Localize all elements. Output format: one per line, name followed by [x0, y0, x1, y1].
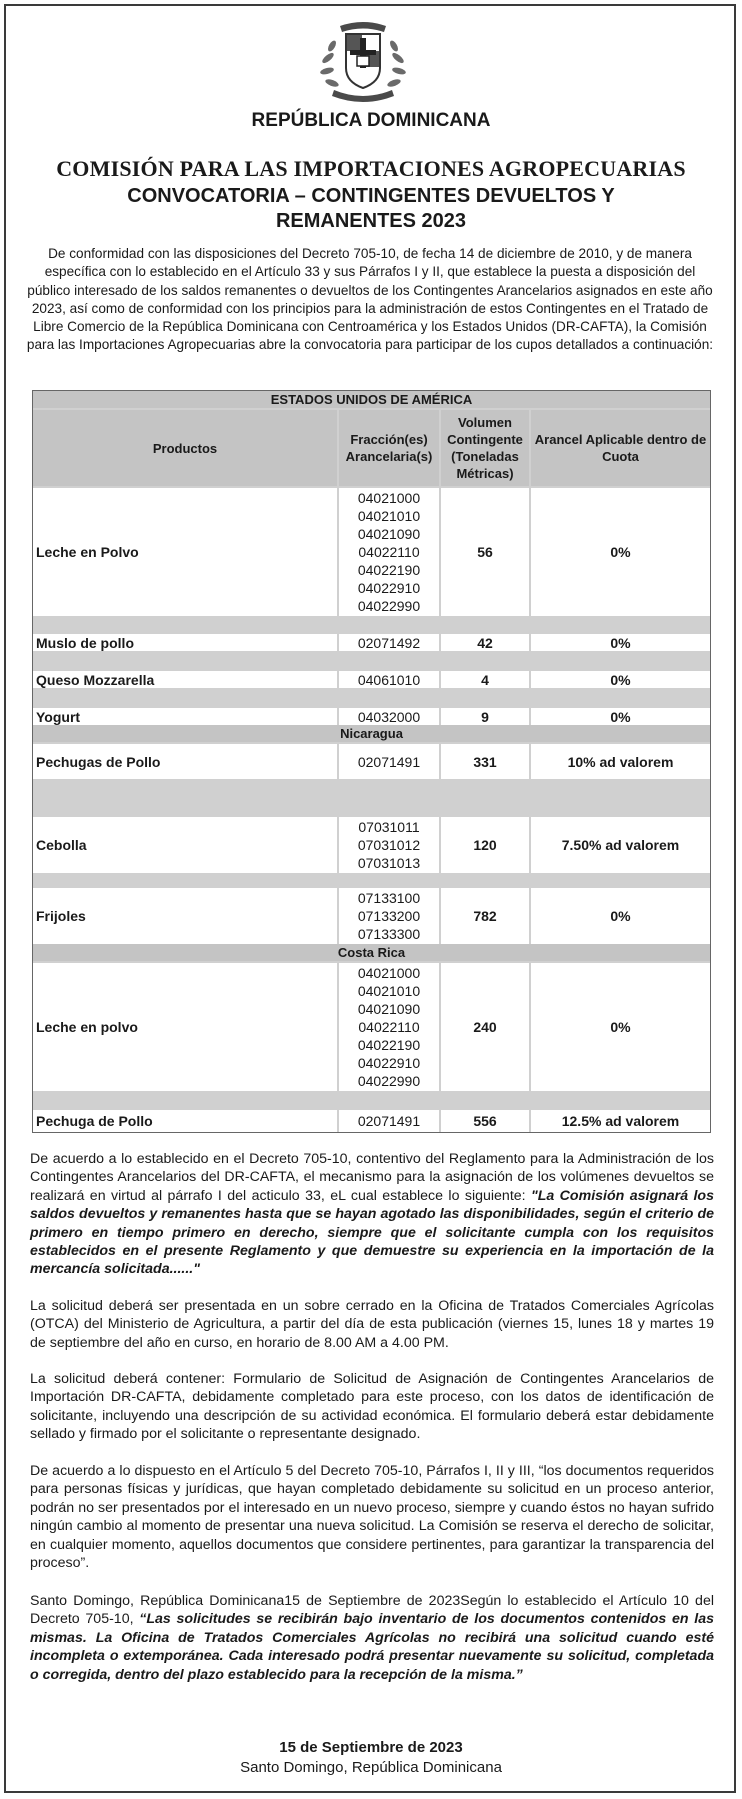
organization-title: COMISIÓN PARA LAS IMPORTACIONES AGROPECUARIAS: [56, 156, 686, 181]
tariff-code: 04021090: [357, 1001, 421, 1017]
table-row-tariff: 0%: [531, 488, 710, 616]
table-row-product: Leche en polvo: [33, 963, 337, 1091]
table-row-codes: 02071491: [339, 744, 439, 779]
table-row-tariff: 0%: [531, 708, 710, 725]
footer: [0, 1738, 742, 1778]
table-row-volume: 782: [441, 888, 529, 944]
announcement-title-line-2: REMANENTES 2023: [275, 210, 467, 232]
paragraph-reception-quote: “Las solicitudes se recibirán bajo inventario de los documentos contenidos en las mismas. La Oficina de Tratados Comerciales Agrícolas no recibirá una solicitud cuando esté incompleta o extemporánea. Cada interesado podrá presentar nuevamente su solicitud, completada o corregida, dentro del plazo establecido para la recepción de la misma.”: [30, 1611, 714, 1683]
column-header-products: Productos: [33, 410, 337, 486]
quota-table: [32, 390, 711, 1133]
paragraph-mechanism: [30, 1150, 714, 1279]
table-row-product: Pechuga de Pollo: [33, 1110, 337, 1132]
table-row-tariff: 12.5% ad valorem: [531, 1110, 710, 1132]
table-row-product: Frijoles: [33, 888, 337, 944]
tariff-code: 04021010: [357, 508, 421, 524]
tariff-code: 07133300: [357, 926, 421, 942]
table-row-codes: [339, 817, 439, 873]
section-header-costa-rica: Costa Rica: [33, 944, 710, 961]
paragraph-reception: [30, 1592, 714, 1684]
paragraph-mechanism-quote: "La Comisión asignará los saldos devueltos y remanentes hasta que se hayan agotado las disponibilidades, según el criterio de primero en tiempo primero en derecho, siempre que el solicitante cumpla con los requisitos establecidos en el presente Reglamento y que demuestre su experiencia en la importación de la mercancía solicitada......": [30, 1187, 714, 1278]
tariff-code: 04022190: [357, 1037, 421, 1053]
tariff-code: 04022990: [357, 1073, 421, 1089]
table-row-codes: 02071491: [339, 1110, 439, 1132]
table-row-volume: 56: [441, 488, 529, 616]
table-row-volume: 42: [441, 634, 529, 651]
tariff-code: 07031011: [358, 819, 420, 835]
table-row-volume: 331: [441, 744, 529, 779]
tariff-code: 04022190: [357, 562, 421, 578]
tariff-code: 07031012: [357, 837, 421, 853]
tariff-code: 04022110: [358, 1019, 420, 1035]
table-row-tariff: 0%: [531, 963, 710, 1091]
table-row-tariff: 0%: [531, 671, 710, 688]
paragraph-submission: La solicitud deberá ser presentada en un sobre cerrado en la Oficina de Tratados Comerciales Agrícolas (OTCA) del Ministerio de Agricultura, a partir del día de esta publicación (viernes 15, lunes 18 y martes 19 de septiembre del año en curso, en horario de 8.00 AM a 4.00 PM.: [30, 1298, 714, 1351]
tariff-code: 04021000: [357, 965, 421, 981]
intro-paragraph: De conformidad con las disposiciones del Decreto 705-10, de fecha 14 de diciembre de 2010, y de manera específica con lo establecido en el Artículo 33 y sus Párrafos I y II, que establece la puesta a disposición del público interesado de los saldos remanentes o devueltos de los Contingentes Arancelarios asignados en este año 2023, así como de conformidad con los principios para la administración de estos Contingentes en el Tratado de Libre Comercio de la República Dominicana con Centroamérica y los Estados Unidos (DR-CAFTA), la Comisión para las Importaciones Agropecuarias abre la convocatoria para participar de los cupos detallados a continuación:: [26, 246, 714, 353]
paragraph-documents: De acuerdo a lo dispuesto en el Artículo 5 del Decreto 705-10, Párrafos I, II y III, “los documentos requeridos para personas físicas y jurídicas, que hayan completado debidamente su solicitud en un proceso anterior, podrán no ser presentados por el interesado en un nuevo proceso, siempre y cuando éstos no hayan sufrido ningún cambio al momento de presentar una nueva solicitud. La Comisión se reserva el derecho de solicitar, en cualquier momento, aquellos documentos que considere pertinentes, para garantizar la transparencia del proceso”.: [30, 1463, 714, 1572]
tariff-code: 04022910: [357, 1055, 421, 1071]
tariff-code: 04022110: [358, 544, 420, 560]
paragraph-reception-text: Santo Domingo, República Dominicana15 de Septiembre de 2023Según lo establecido el Artículo 10 del Decreto 705-10,: [30, 1593, 714, 1628]
table-row-product: Yogurt: [33, 708, 337, 725]
footer-date: 15 de Septiembre de 2023: [279, 1739, 463, 1756]
column-header-tariff-rate: Arancel Aplicable dentro de Cuota: [531, 410, 710, 486]
table-row-codes: [339, 488, 439, 616]
tariff-code: 04021010: [357, 983, 421, 999]
tariff-code: 04021090: [357, 526, 421, 542]
table-row-volume: 120: [441, 817, 529, 873]
table-row-volume: 4: [441, 671, 529, 688]
column-header-tariff-codes: Fracción(es) Arancelaria(s): [339, 410, 439, 486]
column-header-volume: Volumen Contingente (Toneladas Métricas): [441, 410, 529, 486]
table-row-tariff: 0%: [531, 634, 710, 651]
tariff-code: 04022910: [357, 580, 421, 596]
table-row-volume: 9: [441, 708, 529, 725]
paragraph-mechanism-text: De acuerdo a lo establecido en el Decreto 705-10, contentivo del Reglamento para la Administración de los Contingentes Arancelarios del DR-CAFTA, el mecanismo para la asignación de los volúmenes devueltos se realizará en virtud al párrafo I del acticulo 33, eL cual establece lo siguiente:: [30, 1151, 714, 1204]
table-row-codes: 02071492: [339, 634, 439, 651]
table-row-product: Pechugas de Pollo: [33, 744, 337, 779]
tariff-code: 04022990: [357, 598, 421, 614]
table-row-tariff: 7.50% ad valorem: [531, 817, 710, 873]
table-row-volume: 240: [441, 963, 529, 1091]
table-row-tariff: 0%: [531, 888, 710, 944]
section-header-usa: ESTADOS UNIDOS DE AMÉRICA: [33, 391, 710, 408]
footer-place: Santo Domingo, República Dominicana: [240, 1759, 502, 1776]
announcement-title: [0, 184, 742, 234]
table-row-product: Leche en Polvo: [33, 488, 337, 616]
tariff-code: 07031013: [357, 855, 421, 871]
tariff-code: 04021000: [357, 490, 421, 506]
tariff-code: 07133100: [357, 890, 421, 906]
table-row-codes: 04061010: [339, 671, 439, 688]
coat-of-arms-icon: [316, 16, 410, 106]
table-row-product: Muslo de pollo: [33, 634, 337, 651]
table-row-codes: [339, 963, 439, 1091]
paragraph-requirements: La solicitud deberá contener: Formulario de Solicitud de Asignación de Contingentes Arancelarios de Importación DR-CAFTA, debidamente completado para este proceso, con los datos de identificación de solicitante, incluyendo una descripción de su actividad económica. El formulario deberá estar debidamente sellado y firmado por el solicitante o representante designado.: [30, 1371, 714, 1443]
tariff-code: 07133200: [357, 908, 421, 924]
section-header-nicaragua: Nicaragua: [33, 725, 710, 742]
table-row-codes: 04032000: [339, 708, 439, 725]
table-row-volume: 556: [441, 1110, 529, 1132]
announcement-title-line-1: CONVOCATORIA – CONTINGENTES DEVUELTOS Y: [127, 185, 615, 207]
country-title: REPÚBLICA DOMINICANA: [251, 110, 491, 131]
table-row-codes: [339, 888, 439, 944]
table-row-product: Cebolla: [33, 817, 337, 873]
table-row-product: Queso Mozzarella: [33, 671, 337, 688]
table-row-tariff: 10% ad valorem: [531, 744, 710, 779]
